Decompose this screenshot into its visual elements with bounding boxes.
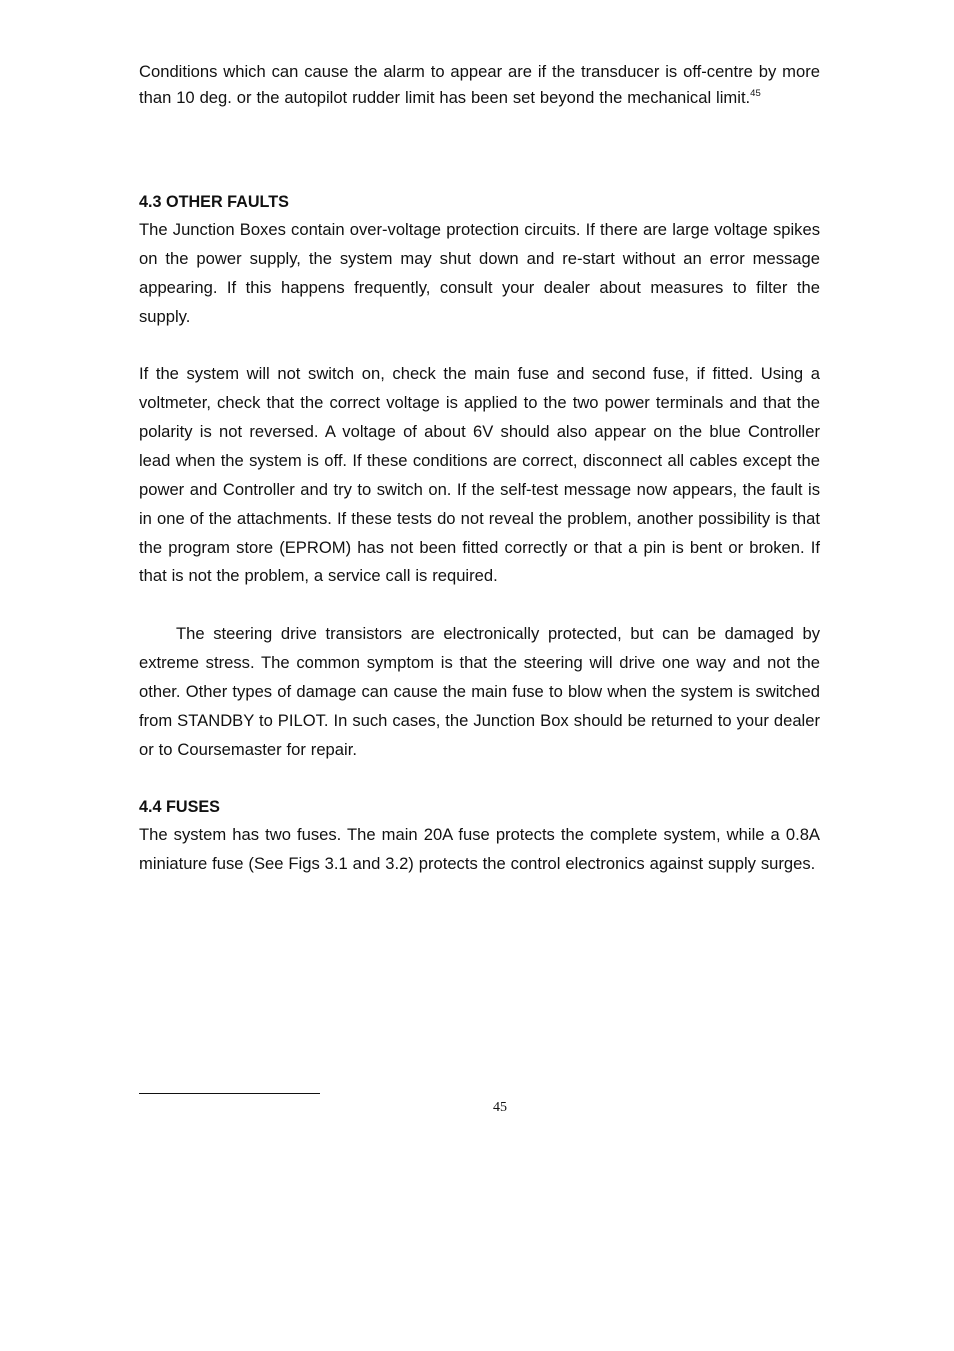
footnote-separator [139, 1093, 320, 1094]
section-heading-other-faults: 4.3 OTHER FAULTS [139, 193, 289, 211]
paragraph-gap [139, 764, 820, 793]
intro-paragraph [139, 59, 820, 110]
other-faults-paragraph-3: The steering drive transistors are electronically protected, but can be damaged by extreme stress. The common symptom is that the steering will drive one way and not the other. Other types of damage can cause the main fuse to blow when the system is switched from STANDBY to PILOT. In such cases, the Junction Box should be returned to your dealer or to Coursemaster for repair. [139, 623, 820, 759]
other-faults-paragraph-1: The Junction Boxes contain over-voltage protection circuits. If there are large voltage spikes on the power supply, the system may shut down and re-start without an error message appearing. If this happens frequently, consult your dealer about measures to filter the supply. [139, 220, 820, 326]
paragraph-gap [139, 332, 820, 361]
document-body [139, 59, 820, 879]
footnote-reference: 45 [750, 87, 761, 99]
fuses-paragraph-1: The system has two fuses. The main 20A fuse protects the complete system, while a 0.8A miniature fuse (See Figs 3.1 and 3.2) protects the control electronics against supply surges. [139, 824, 820, 873]
other-faults-paragraph-2: If the system will not switch on, check the main fuse and second fuse, if fitted. Using a voltmeter, check that the correct voltage is applied to the two power terminals and that the polarity is not reversed. A voltage of about 6V should also appear on the blue Controller lead when the system is off. If these conditions are correct, disconnect all cables except the power and Controller and try to switch on. If the self-test message now appears, the fault is in one of the attachments. If these tests do not reveal the problem, another possibility is that the program store (EPROM) has not been fitted correctly or that a pin is bent or broken. If that is not the problem, a service call is required. [139, 364, 820, 586]
paragraph-gap [139, 591, 820, 620]
intro-text: Conditions which can cause the alarm to appear are if the transducer is off-centre by more than 10 deg. or the autopilot rudder limit has been set beyond the mechanical limit. [139, 62, 820, 107]
section-gap [139, 110, 820, 188]
page-number: 45 [493, 1100, 507, 1115]
section-heading-fuses: 4.4 FUSES [139, 797, 220, 816]
